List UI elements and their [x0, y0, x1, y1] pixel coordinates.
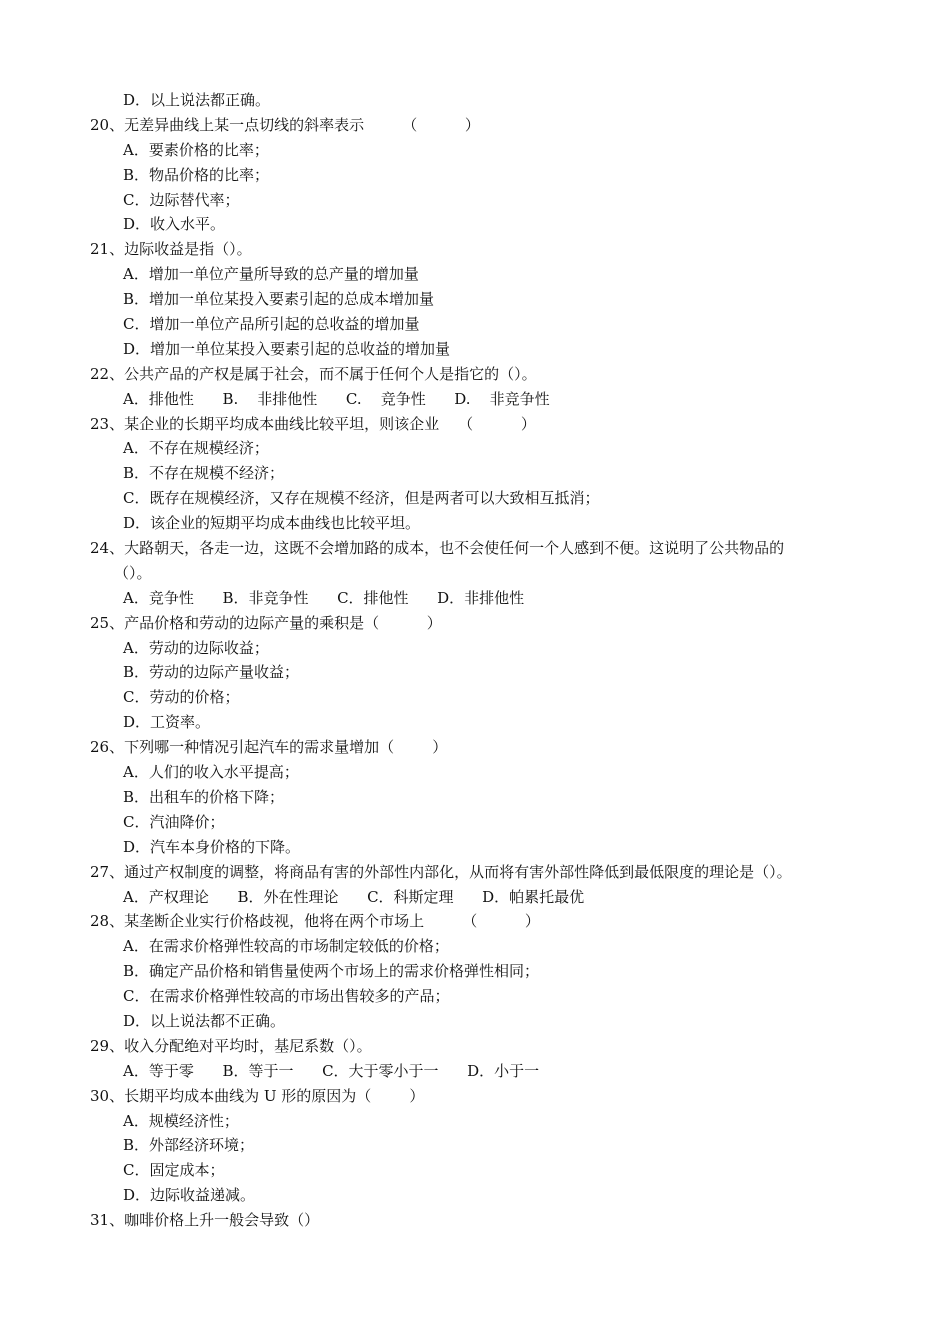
option-line: D．汽车本身价格的下降。	[123, 837, 301, 856]
question-continuation: （）。	[114, 563, 152, 582]
question-line: 25、产品价格和劳动的边际产量的乘积是（ ）	[90, 613, 442, 632]
option-line: A．规模经济性；	[123, 1111, 239, 1130]
question-line: 30、长期平均成本曲线为 U 形的原因为（ ）	[90, 1086, 425, 1105]
option-line: C．既存在规模经济，又存在规模不经济，但是两者可以大致相互抵消；	[123, 489, 600, 508]
question-line: 20、无差异曲线上某一点切线的斜率表示 （ ）	[90, 115, 480, 134]
option-line: B．物品价格的比率；	[123, 165, 270, 184]
option-line: C．增加一单位产品所引起的总收益的增加量	[123, 315, 420, 334]
option-line: B．增加一单位某投入要素引起的总成本增加量	[123, 290, 435, 309]
option-row: A．产权理论 B．外在性理论 C．科斯定理 D．帕累托最优	[123, 887, 585, 906]
option-line: D．以上说法都不正确。	[123, 1011, 286, 1030]
option-line: D．工资率。	[123, 713, 211, 732]
question-line: 29、收入分配绝对平均时，基尼系数（）。	[90, 1036, 372, 1055]
question-line: 23、某企业的长期平均成本曲线比较平坦，则该企业 （ ）	[90, 414, 536, 433]
option-line: C．固定成本；	[123, 1161, 225, 1180]
option-line: D．以上说法都正确。	[123, 91, 271, 109]
question-line: 22、公共产品的产权是属于社会，而不属于任何个人是指它的（）。	[90, 364, 537, 383]
option-line: A．人们的收入水平提高；	[123, 763, 299, 782]
question-line: 24、大路朝天，各走一边，这既不会增加路的成本，也不会使任何一个人感到不便。这说明了公共物品的	[90, 539, 785, 558]
option-line: D．该企业的短期平均成本曲线也比较平坦。	[123, 514, 421, 533]
question-line: 26、下列哪一种情况引起汽车的需求量增加（ ）	[90, 738, 448, 757]
document-page	[0, 88, 950, 1233]
question-line: 27、通过产权制度的调整，将商品有害的外部性内部化，从而将有害外部性降低到最低限度的理论是（）。	[90, 862, 792, 881]
option-line: D．收入水平。	[123, 215, 226, 234]
option-row: A．等于零 B．等于一 C．大于零小于一 D．小于一	[123, 1061, 540, 1080]
option-row: A．排他性 B. 非排他性 C. 竞争性 D. 非竞争性	[123, 389, 550, 408]
option-line: C．边际替代率；	[123, 190, 240, 209]
option-line: B．出租车的价格下降；	[123, 787, 285, 806]
option-line: C．在需求价格弹性较高的市场出售较多的产品；	[123, 987, 450, 1006]
option-line: A．在需求价格弹性较高的市场制定较低的价格；	[123, 937, 449, 956]
option-line: A．增加一单位产量所导致的总产量的增加量	[123, 265, 419, 284]
option-line: D．增加一单位某投入要素引起的总收益的增加量	[123, 339, 451, 358]
option-line: B．不存在规模不经济；	[123, 464, 285, 483]
question-line: 28、某垄断企业实行价格歧视，他将在两个市场上 （ ）	[90, 912, 540, 931]
option-line: D．边际收益递减。	[123, 1186, 256, 1205]
option-row: A．竞争性 B．非竞争性 C．排他性 D．非排他性	[123, 588, 525, 607]
option-line: B．外部经济环境；	[123, 1136, 255, 1155]
option-line: A．要素价格的比率；	[123, 140, 269, 159]
option-line: A．不存在规模经济；	[123, 439, 269, 458]
question-line: 21、边际收益是指（）。	[90, 240, 252, 259]
option-line: C．劳动的价格；	[123, 688, 240, 707]
option-line: B．劳动的边际产量收益；	[123, 663, 300, 682]
option-line: C．汽油降价；	[123, 812, 225, 831]
question-line: 31、咖啡价格上升一般会导致（）	[90, 1211, 320, 1230]
option-line: B．确定产品价格和销售量使两个市场上的需求价格弹性相同；	[123, 962, 540, 981]
option-line: A．劳动的边际收益；	[123, 638, 269, 657]
